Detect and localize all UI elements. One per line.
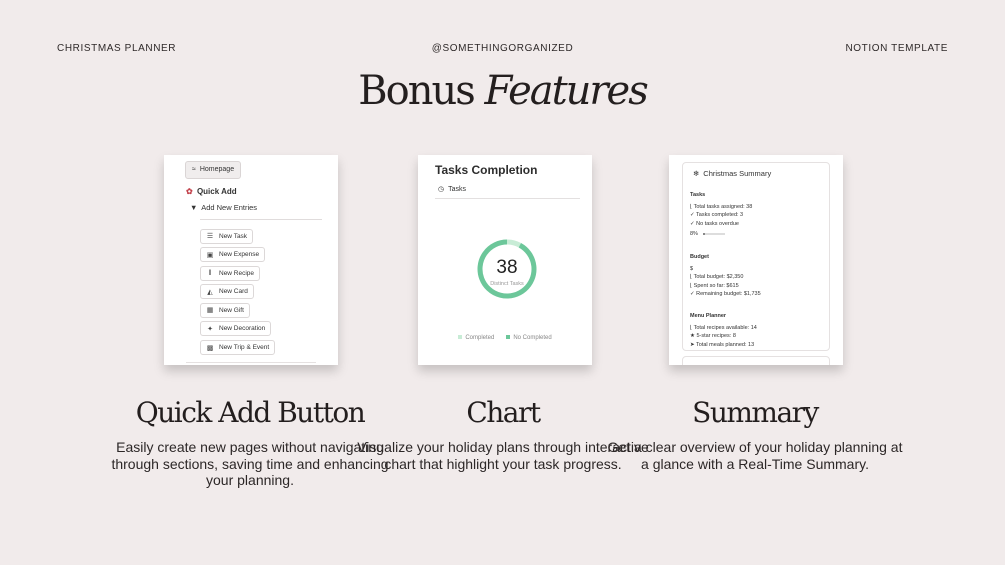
quick-add-heading xyxy=(186,187,237,196)
new-gift-label: New Gift xyxy=(219,306,244,314)
center-value: 38 xyxy=(496,257,518,278)
budget-heading: Budget xyxy=(690,254,709,260)
new-task-label: New Task xyxy=(219,232,248,240)
clock-icon: ◷ xyxy=(438,186,445,193)
budget-line: ✓ Remaining budget: $1,735 xyxy=(690,291,761,298)
summary-panel xyxy=(682,162,830,351)
legend-label: Completed xyxy=(465,335,495,341)
feature-title-summary: Summary xyxy=(692,396,818,429)
donut-chart[interactable] xyxy=(418,155,592,365)
summary-panel-secondary xyxy=(682,356,830,365)
homepage-label: Homepage xyxy=(199,166,235,173)
divider xyxy=(200,219,322,220)
chart-title: Tasks Completion xyxy=(435,163,538,177)
snowflake-icon: ❄ xyxy=(693,169,700,178)
new-task-button[interactable] xyxy=(200,229,253,244)
legend-item-completed[interactable] xyxy=(458,335,494,341)
gift-icon: ▦ xyxy=(206,307,214,315)
legend-label: No Completed xyxy=(513,335,552,341)
checklist-icon: ☰ xyxy=(206,233,214,240)
feature-desc-chart: Visualize your holiday plans through interactive chart that highlight your task progress. xyxy=(357,439,649,472)
budget-currency: $ xyxy=(690,265,694,272)
new-recipe-label: New Recipe xyxy=(219,270,255,278)
feature-desc-summary: Get a clear overview of your holiday planning at a glance with a Real-Time Summary. xyxy=(607,439,903,472)
budget-section xyxy=(690,253,761,299)
divider xyxy=(186,362,316,363)
summary-heading xyxy=(693,169,771,178)
tasks-line: ⌊ Total tasks assigned: 38 xyxy=(690,203,753,210)
money-icon: ▣ xyxy=(206,251,214,259)
homepage-button[interactable] xyxy=(185,161,241,179)
center-label: Distinct Tasks xyxy=(490,281,524,287)
mailbox-icon: ◭ xyxy=(207,288,213,296)
triangle-down-icon: ▼ xyxy=(190,203,198,212)
header-left-label: CHRISTMAS PLANNER xyxy=(57,43,177,54)
new-decoration-label: New Decoration xyxy=(219,325,266,333)
tasks-view-label: Tasks xyxy=(448,185,467,193)
progress-bar-fill xyxy=(703,233,705,235)
fork-knife-icon: ‖ xyxy=(208,270,212,278)
budget-line: ⌊ Total budget: $2,350 xyxy=(690,274,744,281)
menu-section xyxy=(690,312,757,349)
calendar-icon: ▩ xyxy=(206,344,214,352)
new-decoration-button[interactable] xyxy=(200,321,271,336)
page-title-plain: Bonus xyxy=(358,68,474,114)
legend-swatch xyxy=(506,335,510,339)
new-trip-event-label: New Trip & Event xyxy=(219,344,270,352)
new-trip-event-button[interactable] xyxy=(200,340,275,355)
legend-swatch xyxy=(458,335,462,339)
quick-add-list xyxy=(200,225,275,355)
new-expense-label: New Expense xyxy=(219,251,260,259)
menu-heading: Menu Planner xyxy=(690,313,727,319)
page-title xyxy=(0,68,1005,114)
chart-screenshot xyxy=(418,155,592,365)
menu-line: ➤ Total meals planned: 13 xyxy=(690,341,755,348)
quick-add-heading-text: Quick Add xyxy=(196,187,237,196)
feature-title-quick-add: Quick Add Button xyxy=(135,396,365,429)
menu-line: ⌊ Total recipes available: 14 xyxy=(690,324,757,331)
feature-title-chart: Chart xyxy=(466,396,540,429)
progress-bar xyxy=(703,233,725,235)
donut-segment-completed[interactable] xyxy=(507,242,520,245)
new-expense-button[interactable] xyxy=(200,247,265,262)
tasks-line: ✓ No tasks overdue xyxy=(690,220,739,227)
header-right-label: NOTION TEMPLATE xyxy=(845,43,948,54)
new-recipe-button[interactable] xyxy=(200,266,260,281)
summary-heading-text: Christmas Summary xyxy=(703,169,772,178)
menu-line: ★ 5-star recipes: 8 xyxy=(690,333,736,340)
bow-icon: ✿ xyxy=(186,187,193,196)
toggle-label: Add New Entries xyxy=(201,203,258,212)
new-gift-button[interactable] xyxy=(200,303,250,318)
legend-item-no-completed[interactable] xyxy=(506,335,551,341)
tasks-percent: 8% xyxy=(690,231,698,238)
new-card-button[interactable] xyxy=(200,284,254,299)
magic-wand-icon: ✦ xyxy=(207,325,213,333)
tasks-section xyxy=(690,191,752,239)
quick-add-screenshot xyxy=(164,155,338,365)
add-new-entries-toggle[interactable] xyxy=(190,203,257,212)
page-title-italic: Features xyxy=(484,68,647,114)
tasks-line: ✓ Tasks completed: 3 xyxy=(690,212,744,219)
new-card-label: New Card xyxy=(219,288,248,296)
tasks-heading: Tasks xyxy=(690,192,706,198)
header-center-label: @SOMETHINGORGANIZED xyxy=(431,43,574,54)
feature-desc-quick-add: Easily create new pages without navigating through sections, saving time and enhancing your planning. xyxy=(111,439,389,488)
summary-screenshot xyxy=(669,155,843,365)
chart-legend xyxy=(418,335,592,341)
budget-line: ⌊ Spent so far: $615 xyxy=(690,282,739,289)
tasks-progress xyxy=(690,230,752,239)
home-icon: ≈ xyxy=(192,166,196,173)
